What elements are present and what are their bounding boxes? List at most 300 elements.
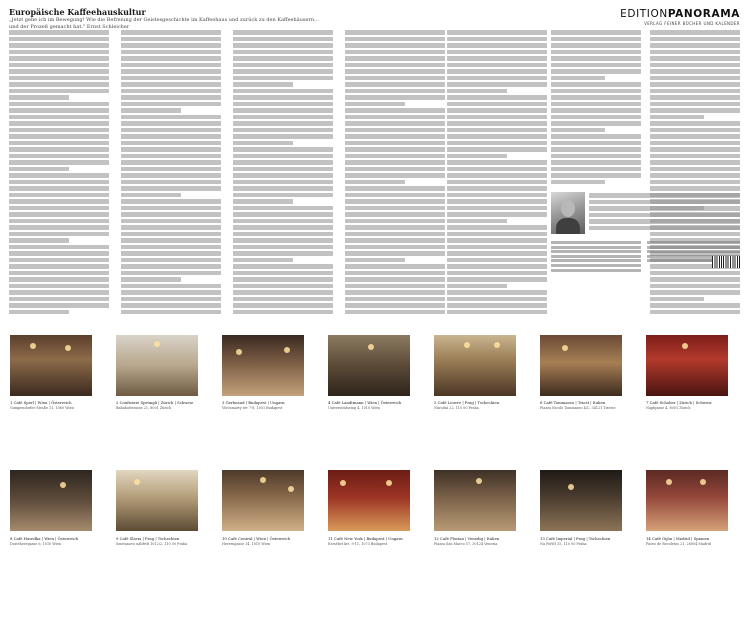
text-line bbox=[650, 167, 740, 172]
text-line bbox=[650, 160, 740, 165]
text-line bbox=[121, 199, 221, 204]
text-line bbox=[447, 95, 547, 100]
text-line bbox=[9, 206, 109, 211]
text-line bbox=[551, 69, 641, 74]
text-line bbox=[650, 121, 740, 126]
text-line bbox=[589, 213, 740, 218]
text-line bbox=[650, 63, 740, 68]
thumbnail-month-13 bbox=[540, 470, 622, 531]
text-line bbox=[121, 212, 221, 217]
text-line bbox=[233, 102, 333, 107]
text-line bbox=[9, 212, 109, 217]
text-line bbox=[551, 108, 641, 113]
text-line bbox=[121, 167, 221, 172]
text-line bbox=[345, 258, 405, 263]
text-line bbox=[233, 108, 333, 113]
text-column-6 bbox=[551, 30, 641, 186]
text-line bbox=[589, 200, 740, 205]
text-line bbox=[650, 271, 740, 276]
text-line bbox=[233, 271, 333, 276]
text-line bbox=[121, 245, 221, 250]
text-line bbox=[121, 108, 181, 113]
text-line bbox=[345, 245, 445, 250]
text-line bbox=[447, 232, 547, 237]
text-line bbox=[551, 141, 641, 146]
text-line bbox=[9, 297, 109, 302]
text-line bbox=[345, 89, 445, 94]
text-line bbox=[9, 277, 109, 282]
text-line bbox=[447, 50, 547, 55]
text-line bbox=[233, 173, 333, 178]
text-line bbox=[650, 56, 740, 61]
text-line bbox=[647, 246, 740, 249]
text-line bbox=[345, 82, 445, 87]
text-line bbox=[650, 186, 740, 191]
text-line bbox=[345, 108, 445, 113]
text-line bbox=[233, 225, 333, 230]
text-line bbox=[9, 303, 109, 308]
thumbnail-month-12 bbox=[434, 470, 516, 531]
text-line bbox=[345, 206, 445, 211]
text-line bbox=[121, 277, 181, 282]
text-line bbox=[447, 121, 547, 126]
text-line bbox=[121, 284, 221, 289]
text-line bbox=[345, 303, 445, 308]
text-line bbox=[233, 82, 293, 87]
text-line bbox=[345, 271, 445, 276]
text-line bbox=[121, 193, 181, 198]
text-column-1 bbox=[9, 30, 109, 316]
publisher-logo-light: EDITION bbox=[620, 8, 668, 20]
publisher-logo-bold: PANORAMA bbox=[667, 8, 740, 20]
caption-month-14: 14 Café Gijón | Madrid | Spanien Paseo de Recoletos 21, 28004 Madrid bbox=[646, 536, 711, 546]
text-line bbox=[233, 186, 333, 191]
text-line bbox=[121, 128, 221, 133]
text-line bbox=[345, 37, 445, 42]
text-line bbox=[345, 141, 445, 146]
text-line bbox=[345, 134, 445, 139]
text-line bbox=[121, 121, 221, 126]
text-line bbox=[345, 30, 445, 35]
text-line bbox=[650, 173, 740, 178]
text-line bbox=[650, 303, 740, 308]
text-line bbox=[447, 82, 547, 87]
text-line bbox=[9, 284, 109, 289]
text-line bbox=[650, 297, 704, 302]
caption-month-5: 5 Café Louvre | Prag | Tschechien Národní 22, 110 00 Praha bbox=[434, 400, 500, 410]
text-line bbox=[233, 160, 333, 165]
publisher-tagline: VERLAG FEINER BÜCHER UND KALENDER bbox=[644, 21, 740, 26]
text-line bbox=[551, 255, 641, 258]
text-line bbox=[589, 219, 740, 224]
text-line bbox=[233, 121, 333, 126]
text-line bbox=[9, 128, 109, 133]
text-line bbox=[345, 310, 445, 315]
text-line bbox=[345, 128, 445, 133]
text-line bbox=[447, 225, 547, 230]
text-line bbox=[121, 89, 221, 94]
text-line bbox=[345, 95, 445, 100]
text-line bbox=[650, 82, 740, 87]
text-line bbox=[121, 297, 221, 302]
text-line bbox=[551, 128, 605, 133]
text-line bbox=[447, 69, 547, 74]
text-line bbox=[121, 310, 221, 315]
text-line bbox=[650, 310, 740, 315]
thumbnail-month-2 bbox=[116, 335, 198, 396]
text-line bbox=[447, 167, 547, 172]
text-line bbox=[447, 180, 547, 185]
imprint-block bbox=[551, 241, 641, 273]
text-line bbox=[589, 226, 740, 231]
text-line bbox=[9, 141, 109, 146]
text-line bbox=[345, 238, 445, 243]
text-line bbox=[551, 82, 641, 87]
text-line bbox=[9, 95, 69, 100]
text-line bbox=[345, 121, 445, 126]
text-line bbox=[551, 76, 605, 81]
text-line bbox=[121, 154, 221, 159]
text-line bbox=[551, 269, 641, 272]
text-line bbox=[650, 154, 740, 159]
text-line bbox=[9, 115, 109, 120]
text-line bbox=[233, 219, 333, 224]
text-line bbox=[650, 277, 740, 282]
text-line bbox=[551, 264, 641, 267]
text-line bbox=[233, 141, 293, 146]
text-line bbox=[551, 154, 641, 159]
page-title: Europäische Kaffeehauskultur bbox=[9, 7, 146, 17]
text-line bbox=[9, 76, 109, 81]
text-line bbox=[233, 258, 293, 263]
text-line bbox=[345, 160, 445, 165]
text-line bbox=[233, 238, 333, 243]
text-line bbox=[233, 310, 333, 315]
text-line bbox=[447, 290, 547, 295]
text-line bbox=[447, 154, 507, 159]
text-line bbox=[121, 251, 221, 256]
text-line bbox=[233, 277, 333, 282]
text-line bbox=[9, 264, 109, 269]
text-line bbox=[447, 30, 547, 35]
publisher-logo bbox=[598, 8, 740, 20]
text-line bbox=[447, 310, 547, 315]
text-line bbox=[121, 69, 221, 74]
text-line bbox=[447, 37, 547, 42]
text-line bbox=[121, 290, 221, 295]
text-line bbox=[650, 180, 740, 185]
text-line bbox=[9, 219, 109, 224]
text-line bbox=[447, 245, 547, 250]
text-line bbox=[233, 206, 333, 211]
barcode bbox=[712, 256, 740, 268]
text-line bbox=[650, 115, 704, 120]
text-line bbox=[233, 63, 333, 68]
text-line bbox=[233, 245, 333, 250]
text-line bbox=[345, 297, 445, 302]
text-line bbox=[447, 251, 547, 256]
text-line bbox=[121, 206, 221, 211]
text-line bbox=[447, 277, 547, 282]
text-line bbox=[233, 115, 333, 120]
text-line bbox=[447, 76, 547, 81]
text-line bbox=[551, 95, 641, 100]
text-line bbox=[447, 160, 547, 165]
thumbnail-month-1 bbox=[10, 335, 92, 396]
text-line bbox=[9, 199, 109, 204]
text-line bbox=[121, 147, 221, 152]
text-line bbox=[345, 167, 445, 172]
thumbnail-month-10 bbox=[222, 470, 304, 531]
thumbnail-month-11 bbox=[328, 470, 410, 531]
caption-month-11: 11 Café New York | Budapest | Ungarn Erzsébet krt. 9-11, 1073 Budapest bbox=[328, 536, 403, 546]
text-line bbox=[9, 160, 109, 165]
text-line bbox=[233, 232, 333, 237]
text-line bbox=[345, 102, 405, 107]
text-line bbox=[9, 180, 109, 185]
text-line bbox=[9, 82, 109, 87]
text-line bbox=[447, 134, 547, 139]
author-photo bbox=[551, 192, 585, 234]
text-line bbox=[233, 212, 333, 217]
thumbnail-month-5 bbox=[434, 335, 516, 396]
text-line bbox=[551, 180, 605, 185]
text-line bbox=[447, 102, 547, 107]
text-column-7 bbox=[650, 30, 740, 316]
text-line bbox=[647, 241, 740, 244]
caption-month-6: 6 Café Tommaseo | Triest | Italien Piazza Nicolò Tommaseo 4/C, 34121 Trieste bbox=[540, 400, 616, 410]
text-line bbox=[447, 284, 507, 289]
text-line bbox=[121, 82, 221, 87]
text-line bbox=[345, 173, 445, 178]
text-line bbox=[121, 180, 221, 185]
text-line bbox=[233, 154, 333, 159]
text-line bbox=[650, 50, 740, 55]
text-line bbox=[345, 251, 445, 256]
thumbnail-month-4 bbox=[328, 335, 410, 396]
text-line bbox=[233, 290, 333, 295]
text-line bbox=[345, 147, 445, 152]
text-line bbox=[233, 193, 333, 198]
text-line bbox=[650, 43, 740, 48]
text-line bbox=[447, 219, 507, 224]
author-bio bbox=[589, 193, 740, 232]
text-line bbox=[447, 63, 547, 68]
text-line bbox=[551, 37, 641, 42]
text-line bbox=[650, 141, 740, 146]
text-line bbox=[447, 173, 547, 178]
text-line bbox=[345, 225, 445, 230]
text-line bbox=[233, 297, 333, 302]
text-line bbox=[447, 264, 547, 269]
text-line bbox=[233, 180, 333, 185]
text-line bbox=[121, 102, 221, 107]
text-column-2 bbox=[121, 30, 221, 316]
text-line bbox=[9, 56, 109, 61]
text-line bbox=[447, 141, 547, 146]
text-line bbox=[345, 232, 445, 237]
text-line bbox=[121, 43, 221, 48]
text-line bbox=[121, 56, 221, 61]
text-line bbox=[9, 225, 109, 230]
text-line bbox=[121, 160, 221, 165]
text-line bbox=[121, 141, 221, 146]
caption-month-8: 8 Café Hawelka | Wien | Österreich Dorotheergasse 6, 1010 Wien bbox=[10, 536, 79, 546]
text-line bbox=[233, 303, 333, 308]
text-line bbox=[9, 193, 109, 198]
text-line bbox=[121, 232, 221, 237]
text-line bbox=[447, 186, 547, 191]
text-line bbox=[233, 89, 333, 94]
text-line bbox=[121, 238, 221, 243]
text-line bbox=[650, 284, 740, 289]
text-line bbox=[121, 186, 221, 191]
text-line bbox=[9, 186, 109, 191]
text-line bbox=[9, 37, 109, 42]
text-line bbox=[9, 147, 109, 152]
text-line bbox=[447, 147, 547, 152]
text-line bbox=[233, 167, 333, 172]
text-line bbox=[589, 193, 740, 198]
caption-month-1: 1 Café Sperl | Wien | Österreich Gumpendorfer Straße 11, 1060 Wien bbox=[10, 400, 74, 410]
caption-month-9: 9 Café Slavia | Prag | Tschechien Smetanovo nábřeží 1012/2, 110 00 Praha bbox=[116, 536, 188, 546]
text-line bbox=[345, 50, 445, 55]
text-line bbox=[345, 63, 445, 68]
text-line bbox=[233, 30, 333, 35]
text-line bbox=[447, 297, 547, 302]
text-line bbox=[121, 95, 221, 100]
text-line bbox=[233, 251, 333, 256]
text-column-5 bbox=[447, 30, 547, 316]
text-column-4 bbox=[345, 30, 445, 316]
text-line bbox=[447, 303, 547, 308]
text-line bbox=[650, 76, 740, 81]
text-line bbox=[551, 246, 641, 249]
text-line bbox=[121, 258, 221, 263]
caption-month-7: 7 Café Schober | Zürich | Schweiz Napfgasse 4, 8001 Zürich bbox=[646, 400, 712, 410]
text-line bbox=[650, 37, 740, 42]
text-line bbox=[551, 167, 641, 172]
text-line bbox=[233, 128, 333, 133]
text-line bbox=[9, 30, 109, 35]
text-line bbox=[121, 63, 221, 68]
text-line bbox=[447, 212, 547, 217]
text-line bbox=[121, 30, 221, 35]
text-line bbox=[650, 95, 740, 100]
text-line bbox=[551, 50, 641, 55]
thumbnail-month-9 bbox=[116, 470, 198, 531]
thumbnail-month-14 bbox=[646, 470, 728, 531]
text-line bbox=[233, 199, 293, 204]
text-line bbox=[650, 30, 740, 35]
text-line bbox=[121, 76, 221, 81]
text-line bbox=[9, 121, 109, 126]
text-line bbox=[650, 69, 740, 74]
text-line bbox=[447, 238, 547, 243]
text-line bbox=[345, 277, 445, 282]
text-line bbox=[447, 115, 547, 120]
text-line bbox=[9, 251, 109, 256]
text-line bbox=[9, 108, 109, 113]
text-line bbox=[9, 50, 109, 55]
text-line bbox=[345, 115, 445, 120]
text-line bbox=[9, 102, 109, 107]
text-line bbox=[121, 225, 221, 230]
text-line bbox=[9, 134, 109, 139]
text-line bbox=[233, 43, 333, 48]
text-line bbox=[647, 250, 740, 253]
text-line bbox=[551, 102, 641, 107]
text-line bbox=[650, 290, 740, 295]
text-line bbox=[447, 199, 547, 204]
text-line bbox=[121, 264, 221, 269]
text-line bbox=[345, 76, 445, 81]
text-line bbox=[447, 108, 547, 113]
caption-month-10: 10 Café Central | Wien | Österreich Herrengasse 14, 1010 Wien bbox=[222, 536, 291, 546]
text-line bbox=[121, 271, 221, 276]
text-line bbox=[9, 43, 109, 48]
text-line bbox=[9, 89, 109, 94]
caption-month-4: 4 Café Landtmann | Wien | Österreich Universitätsring 4, 1010 Wien bbox=[328, 400, 402, 410]
text-line bbox=[650, 134, 740, 139]
thumbnail-month-8 bbox=[10, 470, 92, 531]
text-line bbox=[589, 206, 740, 211]
text-line bbox=[447, 206, 547, 211]
text-line bbox=[551, 63, 641, 68]
text-line bbox=[9, 154, 109, 159]
text-line bbox=[9, 69, 109, 74]
thumbnail-month-7 bbox=[646, 335, 728, 396]
text-line bbox=[345, 180, 405, 185]
text-line bbox=[233, 37, 333, 42]
text-line bbox=[9, 258, 109, 263]
text-line bbox=[345, 284, 445, 289]
text-line bbox=[551, 160, 641, 165]
text-line bbox=[121, 173, 221, 178]
text-line bbox=[233, 284, 333, 289]
text-line bbox=[551, 147, 641, 152]
caption-month-13: 13 Café Imperial | Prag | Tschechien Na Poříčí 15, 110 00 Praha bbox=[540, 536, 611, 546]
text-line bbox=[9, 238, 69, 243]
text-line bbox=[551, 121, 641, 126]
page-subtitle-quote: und der Prozeß gemacht hat." Ernst Schleicher bbox=[9, 24, 130, 30]
text-line bbox=[551, 115, 641, 120]
text-line bbox=[650, 147, 740, 152]
text-line bbox=[551, 43, 641, 48]
text-line bbox=[233, 147, 333, 152]
text-line bbox=[121, 219, 221, 224]
text-line bbox=[447, 56, 547, 61]
text-line bbox=[121, 50, 221, 55]
text-line bbox=[345, 290, 445, 295]
text-line bbox=[650, 89, 740, 94]
text-line bbox=[233, 69, 333, 74]
text-column-3 bbox=[233, 30, 333, 316]
thumbnail-month-3 bbox=[222, 335, 304, 396]
text-line bbox=[9, 290, 109, 295]
text-line bbox=[447, 258, 547, 263]
text-line bbox=[9, 167, 69, 172]
caption-month-3: 3 Gerbeaud | Budapest | Ungarn Vörösmarty tér 7-8, 1051 Budapest bbox=[222, 400, 285, 410]
text-line bbox=[345, 212, 445, 217]
text-line bbox=[121, 115, 221, 120]
text-line bbox=[121, 303, 221, 308]
text-line bbox=[345, 264, 445, 269]
text-line bbox=[447, 128, 547, 133]
text-line bbox=[551, 30, 641, 35]
text-line bbox=[345, 56, 445, 61]
text-line bbox=[551, 134, 641, 139]
